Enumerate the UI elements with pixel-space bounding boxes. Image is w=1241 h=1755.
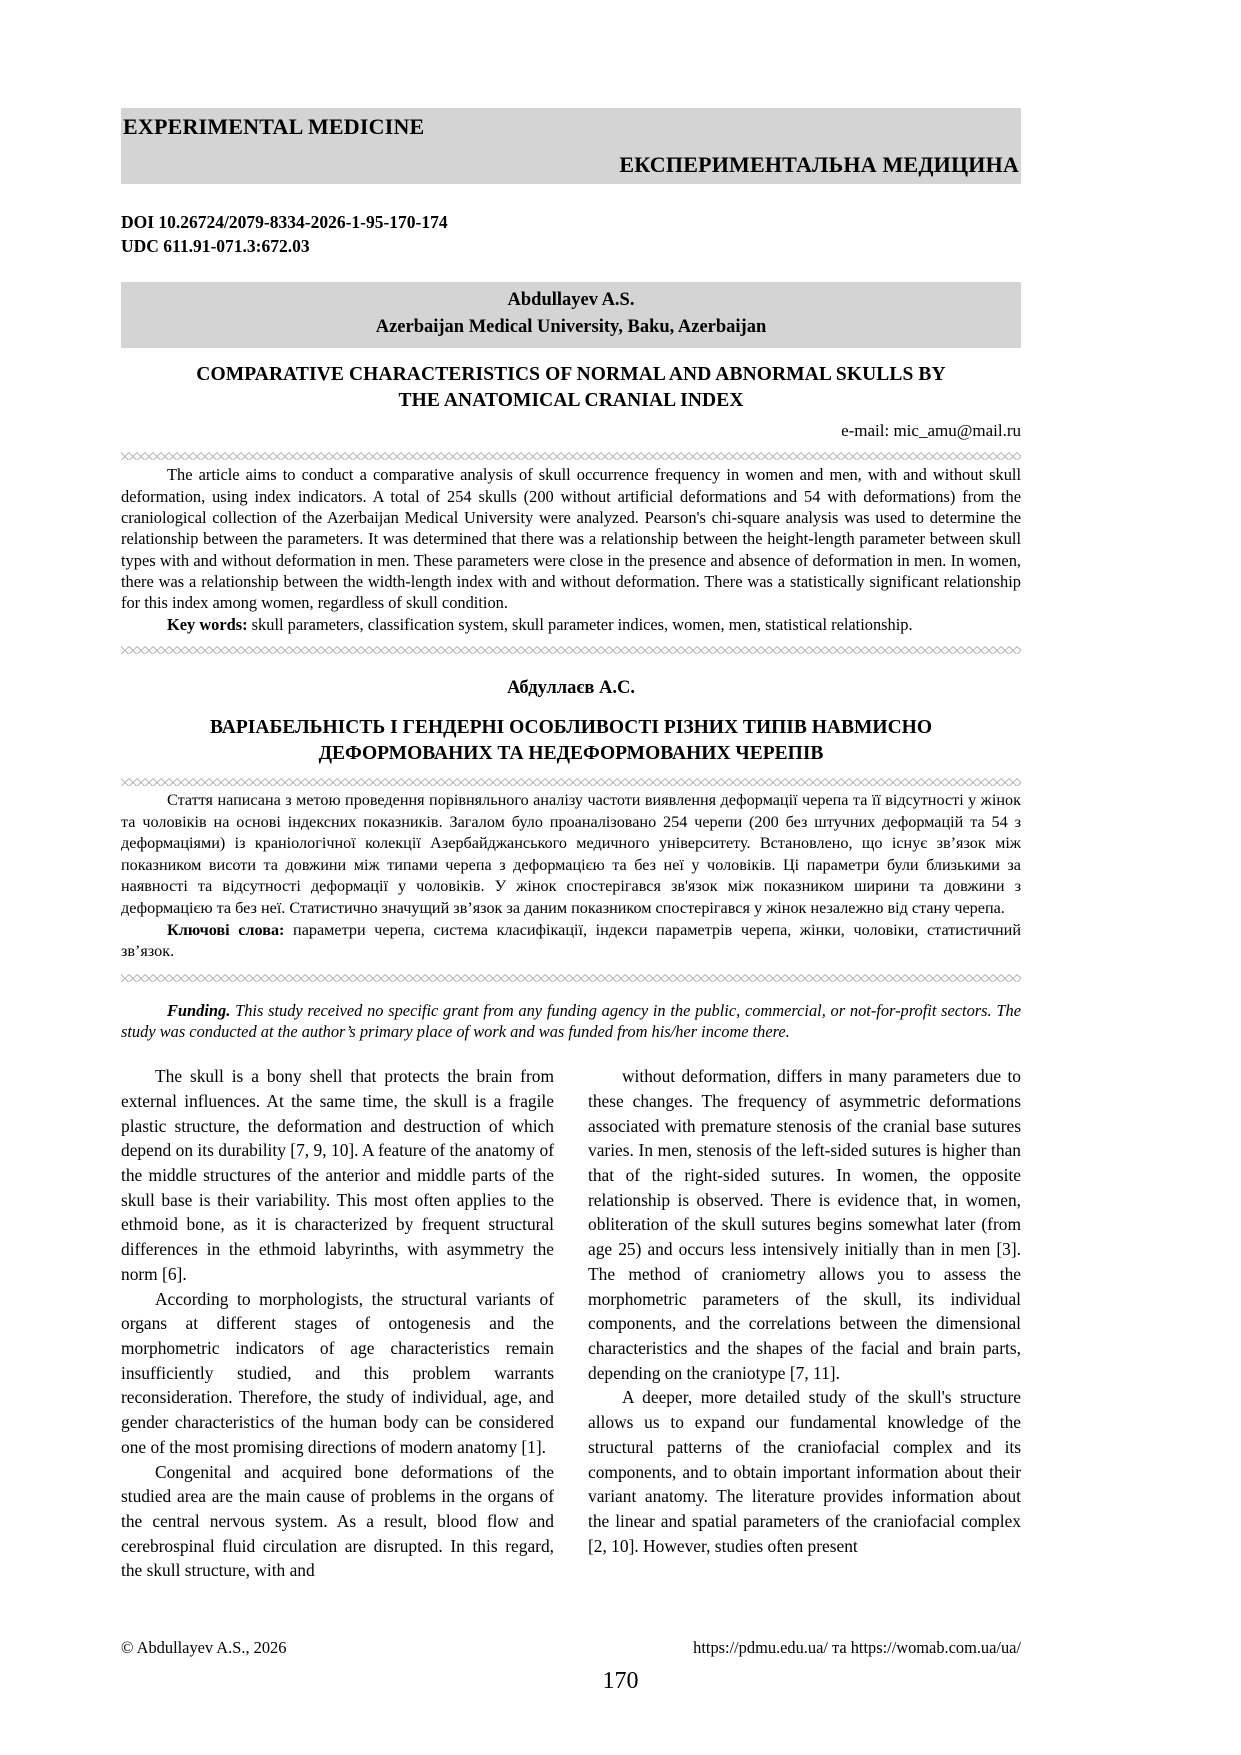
page-number: 170: [602, 1668, 639, 1694]
author-affiliation: Azerbaijan Medical University, Baku, Azerbaijan: [375, 317, 767, 338]
article-title-ukrainian-line2: ДЕФОРМОВАНИХ ТА НЕДЕФОРМОВАНИХ ЧЕРЕПІВ: [318, 743, 824, 765]
wavy-rule-middle: [121, 644, 1021, 654]
author-band: [121, 282, 1021, 348]
udc-line: UDC 611.91-071.3:672.03: [121, 235, 310, 256]
funding-text: This study received no specific grant from any funding agency in the public, commercial, or not-for-profit sectors. The study was conducted at the author’s primary place of work and was funded from his/her income there.: [121, 1000, 1021, 1041]
abstract-ukrainian-body: Стаття написана з метою проведення порівняльного аналізу частоти виявлення деформації черепа та її відсутності у жінок та чоловіків на основі індексних показників. Загалом було проаналізовано 254 черепи (200 без штучних деформацій та 54 з деформаціями) із краніологічної колекції Азербайджанського медичного університету. Встановлено, що існує зв’язок між показником висоти та довжини між типами черепа з деформацією та без неї у чоловіків. Ці параметри були близькими за наявності та відсутності деформації у чоловіків. У жінок спостерігався зв'язок між показником ширини та довжини з деформацією та без неї. Статистично значущий зв’язок за даним показником спостерігався у жінок незалежно від стану черепа.: [121, 791, 1021, 917]
footer-row: [121, 1638, 1021, 1658]
keywords-label-english: Key words:: [167, 614, 248, 634]
body-paragraph: Congenital and acquired bone deformations of the studied area are the main cause of problems in the organs of the central nervous system. As a result, blood flow and cerebrospinal fluid circulation are disrupted. In this regard, the skull structure, with and: [121, 1461, 554, 1581]
abstract-english-body: The article aims to conduct a comparative analysis of skull occurrence frequency in women and men, with and without skull deformation, using index indicators. A total of 254 skulls (200 without artificial deformations and 54 with deformations) from the craniological collection of the Azerbaijan Medical University were analyzed. Pearson's chi-square analysis was used to determine the relationship between the parameters. It was determined that there was a relationship between the height-length parameter between skull types with and without deformation in men. These parameters were close in the presence and absence of deformation in men. In women, there was a relationship between the width-length index with and without deformation. There was a statistically significant relationship for this index among women, regardless of skull condition.: [121, 465, 1021, 613]
author-name: Abdullayev A.S.: [507, 290, 635, 311]
article-title-english: [121, 362, 1021, 413]
running-head-ukrainian-text: ЕКСПЕРИМЕНТАЛЬНА МЕДИЦИНА: [619, 152, 1019, 177]
running-head-english-text: EXPERIMENTAL MEDICINE: [123, 114, 425, 139]
author-name-ukrainian: Абдуллаєв А.С.: [507, 677, 635, 698]
abstract-ukrainian-keywords: [121, 920, 1021, 963]
article-title-english-line2: THE ANATOMICAL CRANIAL INDEX: [398, 389, 744, 411]
body-columns: [121, 1064, 1021, 1583]
abstract-english: [121, 464, 1021, 635]
wavy-rule-ukrainian-top: [121, 776, 1021, 786]
article-title-english-line1: COMPARATIVE CHARACTERISTICS OF NORMAL AND ABNORMAL SKULLS BY: [196, 363, 946, 385]
body-paragraph: According to morphologists, the structural variants of organs at different stages of ontogenesis and the morphometric indicators of age characteristics remain insufficiently studied, and this problem warrants reconsideration. Therefore, the study of individual, age, and gender characteristics of the human body can be considered one of the most promising directions of modern anatomy [1].: [121, 1288, 554, 1457]
article-title-ukrainian-line1: ВАРІАБЕЛЬНІСТЬ І ГЕНДЕРНІ ОСОБЛИВОСТІ РІЗНИХ ТИПІВ НАВМИСНО: [210, 716, 932, 738]
abstract-english-keywords: [121, 614, 1021, 635]
wavy-rule-top: [121, 450, 1021, 460]
page-footer: [121, 1638, 1021, 1658]
author-email: e-mail: mic_amu@mail.ru: [841, 421, 1021, 441]
page-content: [121, 0, 1021, 1583]
body-paragraph: The skull is a bony shell that protects the brain from external influences. At the same time, the skull is a fragile plastic structure, the deformation and destruction of which depend on its durability [7, 9, 10]. A feature of the anatomy of the middle structures of the anterior and middle parts of the skull base is their variability. This most often applies to the ethmoid bone, as it is characterized by frequent structural differences in the ethmoid labyrinths, with asymmetry the norm [6].: [121, 1066, 554, 1284]
doi-line: DOI 10.26724/2079-8334-2026-1-95-170-174: [121, 212, 448, 232]
keywords-list-ukrainian: параметри черепа, система класифікації, індекси параметрів черепа, жінки, чоловіки, статистичний зв’язок.: [121, 920, 1021, 961]
keywords-label-ukrainian: Ключові слова:: [167, 920, 285, 939]
abstract-ukrainian: [121, 790, 1021, 962]
body-paragraph: without deformation, differs in many parameters due to these changes. The frequency of asymmetric deformations associated with premature stenosis of the cranial base sutures varies. In men, stenosis of the left-sided sutures is higher than that of the right-sided sutures. In women, the opposite relationship is observed. There is evidence that, in women, obliteration of the skull sutures begins somewhat later (from age 25) and occurs less intensively initially than in men [3]. The method of craniometry allows you to assess the morphometric parameters of the skull, its individual components, and the correlations between the dimensional characteristics and the shapes of the facial and brain parts, depending on the craniotype [7, 11].: [588, 1066, 1021, 1383]
body-column-right: [588, 1064, 1021, 1583]
copyright-notice: © Abdullayev A.S., 2026: [121, 1638, 287, 1657]
funding-paragraph: [121, 1000, 1021, 1043]
keywords-list-english: skull parameters, classification system, skull parameter indices, women, men, statistical relationship.: [247, 614, 913, 634]
running-head-ukrainian: [121, 146, 1021, 184]
funding-statement: [121, 1000, 1021, 1043]
funding-label: Funding.: [167, 1000, 231, 1020]
body-column-left: [121, 1064, 554, 1583]
journal-website-link[interactable]: https://pdmu.edu.ua/ та https://womab.com.ua/ua/: [693, 1638, 1021, 1657]
identifier-block: [121, 211, 1021, 258]
running-head-english: [121, 108, 1021, 146]
article-title-ukrainian: [121, 715, 1021, 767]
body-paragraph: A deeper, more detailed study of the skull's structure allows us to expand our fundamental knowledge of the structural patterns of the craniofacial complex and its components, and to obtain important information about their variant anatomy. The literature provides information about the linear and spatial parameters of the craniofacial complex [2, 10]. However, studies often present: [588, 1387, 1021, 1556]
wavy-rule-bottom: [121, 972, 1021, 982]
